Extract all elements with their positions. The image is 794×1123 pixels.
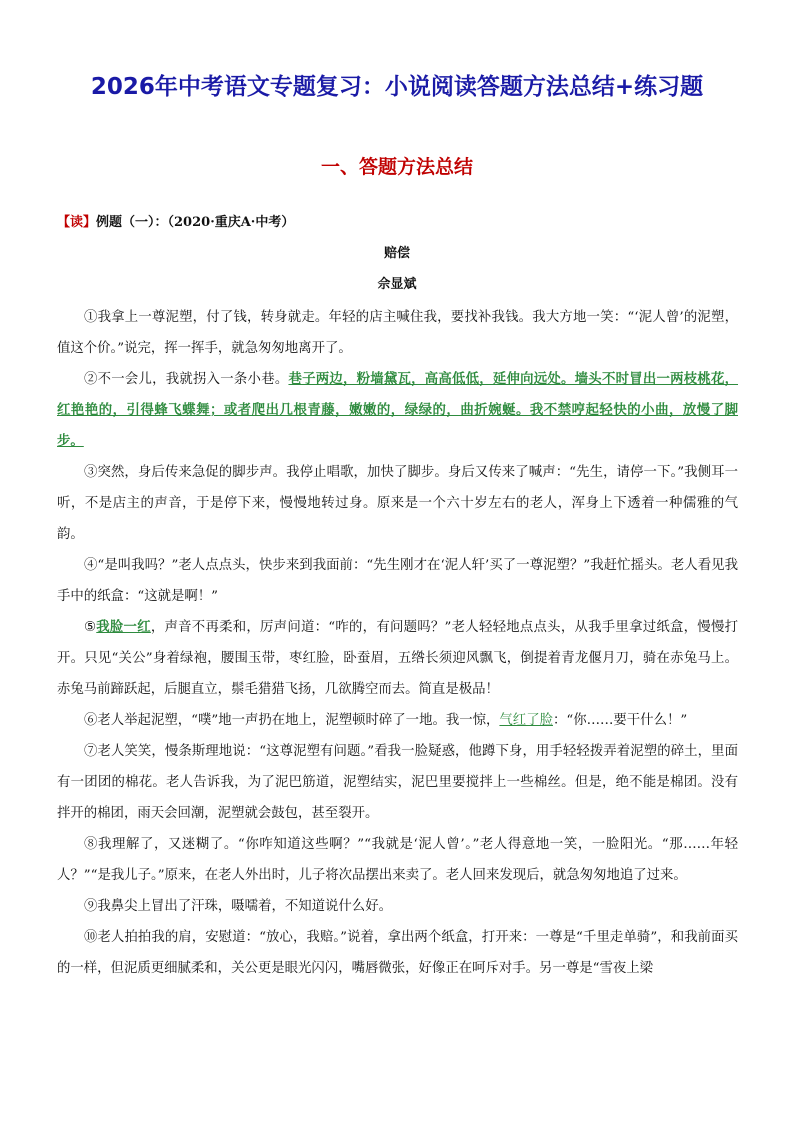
paragraph-text: ：“你……要干什么！” [552,713,688,728]
story-paragraph [57,550,738,612]
story-paragraph [57,829,738,891]
story-body [57,302,738,984]
example-label: 例题（一）：（2020·重庆A·中考） [96,215,295,230]
paragraph-text: ③突然，身后传来急促的脚步声。我停止唱歌，加快了脚步。身后又传来了喊声：“先生，请停一下。”我侧耳一听，不是店主的声音，于是停下来，慢慢地转过身。原来是一个六十岁左右的老人，浑身上下透着一种儒雅的气韵。 [57,465,738,542]
example-label-line [57,211,294,230]
paragraph-text: ⑧我理解了，又迷糊了。“你咋知道这些啊？”“我就是‘泥人曾’。”老人得意地一笑，一脸阳光。“那……年轻人？”“是我儿子。”原来，在老人外出时，儿子将次品摆出来卖了。老人回来发现后，就急匆匆地追了过来。 [57,837,738,883]
story-paragraph [57,302,738,364]
example-tag: 【读】 [57,215,97,230]
paragraph-text: ⑩老人拍拍我的肩，安慰道：“放心，我赔。”说着，拿出两个纸盒，打开来：一尊是“千里走单骑”，和我前面买的一样，但泥质更细腻柔和，关公更是眼光闪闪，嘴唇微张，好像正在呵斥对手。另一尊是“雪夜上梁 [57,930,738,976]
story-paragraph [57,364,738,457]
paragraph-text: ⑦老人笑笑，慢条斯理地说：“这尊泥塑有问题。”看我一脸疑惑，他蹲下身，用手轻轻拨弄着泥塑的碎土，里面有一团团的棉花。老人告诉我，为了泥巴筋道，泥塑结实，泥巴里要搅拌上一些棉丝。但是，绝不能是棉团。没有拌开的棉团，雨天会回潮，泥塑就会鼓包，甚至裂开。 [57,744,738,821]
paragraph-text: ⑤ [84,620,97,635]
highlighted-scenery-text: 巷子两边，粉墙黛瓦，高高低低，延伸向远处。墙头不时冒出一两枝桃花，红艳艳的，引得蜂飞蝶舞；或者爬出几根青藤，嫩嫩的，绿绿的，曲折婉蜒。我不禁哼起轻快的小曲，放慢了脚步。 [57,371,739,449]
story-paragraph [57,457,738,550]
highlighted-phrase: 气红了脸 [499,713,553,728]
story-paragraph [57,705,738,736]
section-heading: 一、答题方法总结 [320,156,473,178]
story-paragraph [57,922,738,984]
story-paragraph [57,736,738,829]
story-title: 赔偿 [383,246,410,261]
paragraph-text: ，声音不再柔和，厉声问道：“咋的，有问题吗？”老人轻轻地点点头，从我手里拿过纸盒，慢慢打开。只见“关公”身着绿袍，腰围玉带，枣红脸，卧蚕眉，五绺长须迎风飘飞，倒提着青龙偃月刀，骑在赤兔马上。赤兔马前蹄跃起，后腿直立，鬃毛猎猎飞扬，几欲腾空而去。简直是极品！ [57,620,738,697]
highlighted-phrase: 我脸一红 [96,619,151,635]
paragraph-text: ④“是叫我吗？”老人点点头，快步来到我面前：“先生刚才在‘泥人轩’买了一尊泥塑？”我赶忙摇头。老人看见我手中的纸盒：“这就是啊！” [57,558,738,604]
story-paragraph [57,612,738,705]
document-title: 2026年中考语文专题复习：小说阅读答题方法总结+练习题 [90,74,704,100]
story-paragraph [57,891,738,922]
paragraph-text: ①我拿上一尊泥塑，付了钱，转身就走。年轻的店主喊住我，要找补我钱。我大方地一笑：“‘泥人曾’的泥塑，值这个价。”说完，挥一挥手，就急匆匆地离开了。 [57,310,738,356]
paragraph-text: ⑥老人举起泥塑，“噗”地一声扔在地上，泥塑顿时碎了一地。我一惊， [84,713,500,728]
paragraph-text: ②不一会儿，我就拐入一条小巷。 [84,372,289,387]
story-author: 佘显斌 [377,277,417,292]
paragraph-text: ⑨我鼻尖上冒出了汗珠，嗫嚅着，不知道说什么好。 [84,899,392,914]
